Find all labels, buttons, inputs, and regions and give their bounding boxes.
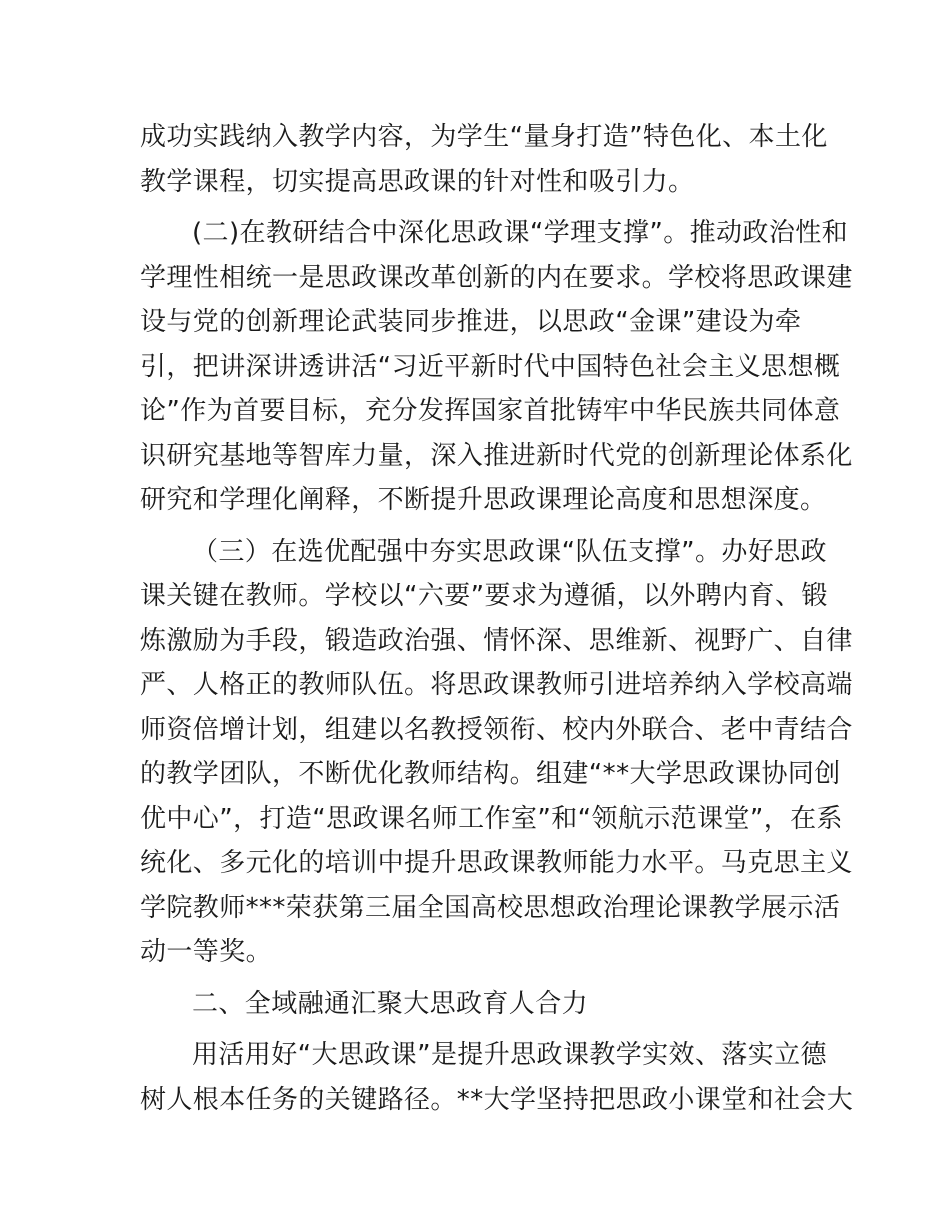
text-line: 教学课程，切实提高思政课的针对性和吸引力。 bbox=[140, 166, 695, 197]
text-line: 引，把讲深讲透讲活“习近平新时代中国特色社会主义思想概 bbox=[140, 351, 841, 382]
paragraph bbox=[140, 530, 853, 975]
section-heading bbox=[140, 982, 812, 1027]
text-line: (二)在教研结合中深化思政课“学理支撑”。推动政治性和 bbox=[192, 218, 849, 248]
text-line: 课关键在教师。学校以“六要”要求为遵循，以外聘内育、锻 bbox=[140, 581, 828, 611]
paragraph bbox=[140, 211, 853, 523]
text-line: 统化、多元化的培训中提升思政课教师能力水平。马克思主义 bbox=[140, 848, 853, 878]
text-line: 严、人格正的教师队伍。将思政课教师引进培养纳入学校高端 bbox=[140, 670, 853, 700]
text-line: 动一等奖。 bbox=[140, 937, 273, 967]
text-line: 设与党的创新理论武装同步推进，以思政“金课”建设为牵 bbox=[140, 307, 802, 337]
text-line: 成功实践纳入教学内容，为学生“量身打造”特色化、本土化 bbox=[140, 122, 828, 152]
heading-text: 二、全域融通汇聚大思政育人合力 bbox=[192, 988, 589, 1019]
paragraph bbox=[140, 115, 828, 204]
document-body bbox=[140, 115, 854, 1122]
text-line: 优中心”，打造“思政课名师工作室”和“领航示范课堂”，在系 bbox=[140, 803, 843, 834]
text-line: 学院教师***荣获第三届全国高校思想政治理论课教学展示活 bbox=[140, 892, 841, 923]
text-line: 树人根本任务的关键路径。**大学坚持把思政小课堂和社会大 bbox=[140, 1084, 854, 1115]
text-line: 的教学团队，不断优化教师结构。组建“**大学思政课协同创 bbox=[140, 759, 841, 789]
text-line: 炼激励为手段，锻造政治强、情怀深、思维新、视野广、自律 bbox=[140, 625, 853, 656]
text-line: 识研究基地等智库力量，深入推进新时代党的创新理论体系化 bbox=[140, 440, 853, 471]
text-line: （三）在选优配强中夯实思政课“队伍支撑”。办好思政 bbox=[192, 536, 827, 567]
text-line: 师资倍增计划，组建以名教授领衔、校内外联合、老中青结合 bbox=[140, 714, 853, 745]
text-line: 研究和学理化阐释，不断提升思政课理论高度和思想深度。 bbox=[140, 485, 827, 515]
text-line: 用活用好“大思政课”是提升思政课教学实效、落实立德 bbox=[192, 1040, 827, 1070]
text-line: 论”作为首要目标，充分发挥国家首批铸牢中华民族共同体意 bbox=[140, 396, 841, 426]
paragraph bbox=[140, 1033, 854, 1122]
text-line: 学理性相统一是思政课改革创新的内在要求。学校将思政课建 bbox=[140, 262, 853, 293]
